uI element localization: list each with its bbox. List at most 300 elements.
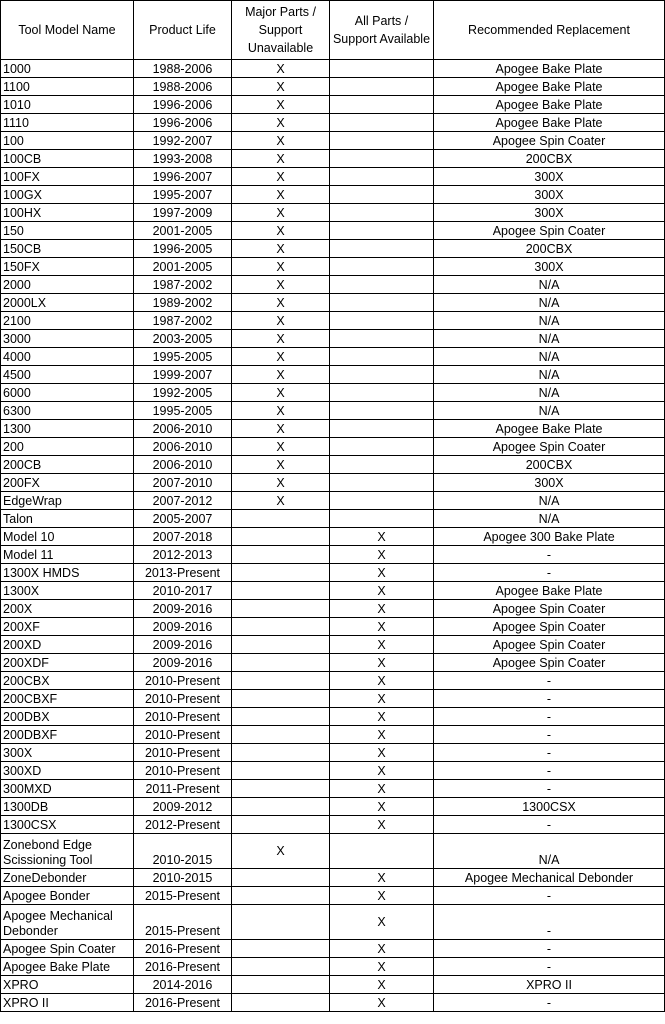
cell-recommended-replacement: N/A [434, 312, 665, 330]
cell-major-parts-unavailable [232, 654, 330, 672]
cell-product-life: 1987-2002 [134, 312, 232, 330]
cell-model-name: Apogee Spin Coater [1, 940, 134, 958]
cell-product-life: 2006-2010 [134, 420, 232, 438]
table-row [1, 994, 665, 1012]
cell-major-parts-unavailable: X [232, 132, 330, 150]
cell-major-parts-unavailable [232, 816, 330, 834]
table-row [1, 510, 665, 528]
cell-product-life: 1988-2006 [134, 78, 232, 96]
cell-all-parts-available [330, 114, 434, 132]
cell-product-life: 1987-2002 [134, 276, 232, 294]
cell-product-life: 1999-2007 [134, 366, 232, 384]
cell-all-parts-available: X [330, 905, 434, 940]
cell-model-name: ZoneDebonder [1, 869, 134, 887]
cell-major-parts-unavailable: X [232, 402, 330, 420]
cell-model-name: 200FX [1, 474, 134, 492]
cell-recommended-replacement: N/A [434, 366, 665, 384]
cell-model-name: 1300X HMDS [1, 564, 134, 582]
cell-model-name: 1300 [1, 420, 134, 438]
cell-all-parts-available: X [330, 994, 434, 1012]
cell-recommended-replacement: - [434, 744, 665, 762]
cell-recommended-replacement: Apogee Bake Plate [434, 420, 665, 438]
table-row [1, 150, 665, 168]
cell-model-name: 200CB [1, 456, 134, 474]
cell-major-parts-unavailable [232, 726, 330, 744]
cell-all-parts-available [330, 96, 434, 114]
table-row [1, 762, 665, 780]
table-row [1, 132, 665, 150]
cell-product-life: 2001-2005 [134, 258, 232, 276]
cell-all-parts-available [330, 402, 434, 420]
header-tool-model-name: Tool Model Name [1, 1, 134, 60]
cell-model-name: 200DBX [1, 708, 134, 726]
cell-recommended-replacement: 300X [434, 186, 665, 204]
table-row [1, 78, 665, 96]
cell-product-life: 2010-Present [134, 690, 232, 708]
cell-model-name: 1300DB [1, 798, 134, 816]
cell-recommended-replacement: N/A [434, 492, 665, 510]
cell-recommended-replacement: - [434, 672, 665, 690]
cell-major-parts-unavailable: X [232, 78, 330, 96]
cell-product-life: 2010-Present [134, 744, 232, 762]
cell-major-parts-unavailable: X [232, 474, 330, 492]
cell-major-parts-unavailable: X [232, 276, 330, 294]
cell-major-parts-unavailable [232, 887, 330, 905]
table-row [1, 186, 665, 204]
cell-all-parts-available: X [330, 600, 434, 618]
cell-product-life: 2001-2005 [134, 222, 232, 240]
cell-model-name: Model 11 [1, 546, 134, 564]
cell-recommended-replacement: Apogee Bake Plate [434, 582, 665, 600]
cell-product-life: 1989-2002 [134, 294, 232, 312]
cell-recommended-replacement: N/A [434, 294, 665, 312]
cell-all-parts-available: X [330, 564, 434, 582]
cell-all-parts-available [330, 150, 434, 168]
cell-model-name: Talon [1, 510, 134, 528]
cell-major-parts-unavailable: X [232, 114, 330, 132]
cell-major-parts-unavailable [232, 636, 330, 654]
table-row [1, 582, 665, 600]
table-row [1, 976, 665, 994]
cell-model-name: 100 [1, 132, 134, 150]
table-row [1, 780, 665, 798]
cell-product-life: 2006-2010 [134, 438, 232, 456]
header-product-life: Product Life [134, 1, 232, 60]
cell-recommended-replacement: - [434, 816, 665, 834]
cell-model-name: Zonebond Edge Scissioning Tool [1, 834, 134, 869]
cell-recommended-replacement: N/A [434, 402, 665, 420]
cell-recommended-replacement: 200CBX [434, 240, 665, 258]
cell-major-parts-unavailable [232, 976, 330, 994]
cell-product-life: 2010-2015 [134, 869, 232, 887]
cell-all-parts-available: X [330, 762, 434, 780]
cell-model-name: 100CB [1, 150, 134, 168]
cell-model-name: Model 10 [1, 528, 134, 546]
cell-product-life: 2016-Present [134, 958, 232, 976]
table-row [1, 222, 665, 240]
table-row [1, 618, 665, 636]
cell-major-parts-unavailable [232, 905, 330, 940]
cell-product-life: 2012-2013 [134, 546, 232, 564]
cell-all-parts-available [330, 438, 434, 456]
table-row [1, 726, 665, 744]
cell-product-life: 2015-Present [134, 905, 232, 940]
table-row [1, 654, 665, 672]
cell-model-name: 1110 [1, 114, 134, 132]
cell-recommended-replacement: Apogee Spin Coater [434, 132, 665, 150]
cell-major-parts-unavailable: X [232, 438, 330, 456]
cell-all-parts-available [330, 294, 434, 312]
cell-all-parts-available: X [330, 798, 434, 816]
cell-model-name: 3000 [1, 330, 134, 348]
cell-model-name: Apogee Mechanical Debonder [1, 905, 134, 940]
cell-model-name: 4500 [1, 366, 134, 384]
table-row [1, 672, 665, 690]
cell-model-name: 4000 [1, 348, 134, 366]
cell-model-name: 1010 [1, 96, 134, 114]
table-row [1, 312, 665, 330]
cell-recommended-replacement: - [434, 726, 665, 744]
cell-model-name: 300MXD [1, 780, 134, 798]
cell-all-parts-available [330, 60, 434, 78]
cell-recommended-replacement: - [434, 905, 665, 940]
cell-all-parts-available: X [330, 708, 434, 726]
table-row [1, 168, 665, 186]
cell-major-parts-unavailable [232, 510, 330, 528]
cell-product-life: 2011-Present [134, 780, 232, 798]
cell-all-parts-available [330, 132, 434, 150]
table-row [1, 744, 665, 762]
cell-recommended-replacement: - [434, 690, 665, 708]
table-row [1, 492, 665, 510]
cell-product-life: 2009-2016 [134, 636, 232, 654]
cell-product-life: 1996-2006 [134, 114, 232, 132]
cell-recommended-replacement: N/A [434, 834, 665, 869]
cell-model-name: 2000 [1, 276, 134, 294]
cell-recommended-replacement: Apogee Mechanical Debonder [434, 869, 665, 887]
cell-major-parts-unavailable: X [232, 96, 330, 114]
cell-all-parts-available [330, 240, 434, 258]
cell-model-name: 200DBXF [1, 726, 134, 744]
cell-all-parts-available: X [330, 940, 434, 958]
cell-model-name: 6000 [1, 384, 134, 402]
cell-recommended-replacement: 300X [434, 474, 665, 492]
cell-product-life: 2009-2012 [134, 798, 232, 816]
cell-model-name: 6300 [1, 402, 134, 420]
cell-all-parts-available: X [330, 887, 434, 905]
cell-major-parts-unavailable [232, 672, 330, 690]
cell-major-parts-unavailable: X [232, 258, 330, 276]
cell-product-life: 1996-2006 [134, 96, 232, 114]
cell-all-parts-available: X [330, 528, 434, 546]
table-row [1, 330, 665, 348]
cell-recommended-replacement: 1300CSX [434, 798, 665, 816]
cell-product-life: 2010-Present [134, 762, 232, 780]
cell-all-parts-available [330, 168, 434, 186]
table-row [1, 438, 665, 456]
cell-all-parts-available [330, 330, 434, 348]
cell-product-life: 1995-2007 [134, 186, 232, 204]
cell-all-parts-available [330, 510, 434, 528]
table-row [1, 204, 665, 222]
cell-model-name: XPRO II [1, 994, 134, 1012]
cell-product-life: 2009-2016 [134, 654, 232, 672]
cell-recommended-replacement: Apogee Spin Coater [434, 618, 665, 636]
cell-model-name: 300X [1, 744, 134, 762]
cell-product-life: 2010-Present [134, 672, 232, 690]
cell-all-parts-available: X [330, 744, 434, 762]
table-row [1, 905, 665, 940]
cell-model-name: 100FX [1, 168, 134, 186]
table-row [1, 834, 665, 869]
cell-all-parts-available: X [330, 690, 434, 708]
cell-product-life: 1996-2007 [134, 168, 232, 186]
cell-major-parts-unavailable: X [232, 240, 330, 258]
cell-product-life: 1995-2005 [134, 348, 232, 366]
cell-all-parts-available [330, 384, 434, 402]
cell-model-name: 200CBXF [1, 690, 134, 708]
cell-model-name: 1300CSX [1, 816, 134, 834]
cell-product-life: 2013-Present [134, 564, 232, 582]
cell-product-life: 2016-Present [134, 940, 232, 958]
cell-major-parts-unavailable: X [232, 834, 330, 869]
cell-all-parts-available [330, 492, 434, 510]
cell-recommended-replacement: 200CBX [434, 150, 665, 168]
cell-all-parts-available: X [330, 816, 434, 834]
cell-all-parts-available: X [330, 618, 434, 636]
cell-all-parts-available: X [330, 726, 434, 744]
cell-model-name: 2100 [1, 312, 134, 330]
table-row [1, 636, 665, 654]
cell-recommended-replacement: Apogee Spin Coater [434, 222, 665, 240]
cell-model-name: Apogee Bonder [1, 887, 134, 905]
cell-product-life: 2012-Present [134, 816, 232, 834]
cell-product-life: 2007-2010 [134, 474, 232, 492]
table-row [1, 96, 665, 114]
cell-major-parts-unavailable [232, 546, 330, 564]
cell-all-parts-available: X [330, 636, 434, 654]
cell-model-name: 100GX [1, 186, 134, 204]
cell-all-parts-available [330, 258, 434, 276]
cell-all-parts-available [330, 348, 434, 366]
cell-major-parts-unavailable: X [232, 312, 330, 330]
cell-model-name: 1100 [1, 78, 134, 96]
cell-major-parts-unavailable [232, 618, 330, 636]
cell-model-name: 200XD [1, 636, 134, 654]
cell-all-parts-available [330, 78, 434, 96]
cell-recommended-replacement: 300X [434, 204, 665, 222]
cell-major-parts-unavailable: X [232, 168, 330, 186]
header-row [1, 1, 665, 60]
cell-major-parts-unavailable: X [232, 330, 330, 348]
cell-recommended-replacement: N/A [434, 510, 665, 528]
cell-model-name: XPRO [1, 976, 134, 994]
cell-product-life: 2006-2010 [134, 456, 232, 474]
cell-major-parts-unavailable [232, 869, 330, 887]
table-row [1, 366, 665, 384]
cell-major-parts-unavailable: X [232, 348, 330, 366]
table-row [1, 384, 665, 402]
cell-major-parts-unavailable [232, 744, 330, 762]
cell-product-life: 2010-2017 [134, 582, 232, 600]
cell-all-parts-available [330, 222, 434, 240]
cell-product-life: 1997-2009 [134, 204, 232, 222]
cell-product-life: 2016-Present [134, 994, 232, 1012]
cell-recommended-replacement: - [434, 546, 665, 564]
cell-model-name: EdgeWrap [1, 492, 134, 510]
cell-recommended-replacement: Apogee Bake Plate [434, 78, 665, 96]
cell-recommended-replacement: - [434, 564, 665, 582]
cell-major-parts-unavailable [232, 564, 330, 582]
cell-product-life: 1993-2008 [134, 150, 232, 168]
cell-recommended-replacement: 200CBX [434, 456, 665, 474]
cell-product-life: 1995-2005 [134, 402, 232, 420]
cell-model-name: 200XDF [1, 654, 134, 672]
cell-model-name: 2000LX [1, 294, 134, 312]
cell-product-life: 2010-Present [134, 708, 232, 726]
table-row [1, 690, 665, 708]
cell-major-parts-unavailable: X [232, 186, 330, 204]
cell-all-parts-available: X [330, 546, 434, 564]
cell-major-parts-unavailable: X [232, 384, 330, 402]
cell-model-name: 100HX [1, 204, 134, 222]
cell-major-parts-unavailable [232, 762, 330, 780]
cell-recommended-replacement: Apogee Spin Coater [434, 636, 665, 654]
cell-recommended-replacement: - [434, 887, 665, 905]
table-row [1, 940, 665, 958]
cell-product-life: 2007-2018 [134, 528, 232, 546]
cell-major-parts-unavailable [232, 994, 330, 1012]
cell-recommended-replacement: Apogee 300 Bake Plate [434, 528, 665, 546]
cell-major-parts-unavailable [232, 940, 330, 958]
cell-all-parts-available [330, 312, 434, 330]
cell-recommended-replacement: - [434, 994, 665, 1012]
cell-product-life: 1992-2005 [134, 384, 232, 402]
cell-product-life: 1996-2005 [134, 240, 232, 258]
table-row [1, 60, 665, 78]
cell-recommended-replacement: N/A [434, 348, 665, 366]
cell-recommended-replacement: N/A [434, 384, 665, 402]
cell-all-parts-available [330, 186, 434, 204]
table-row [1, 600, 665, 618]
cell-all-parts-available: X [330, 672, 434, 690]
cell-major-parts-unavailable [232, 600, 330, 618]
cell-all-parts-available [330, 366, 434, 384]
table-row [1, 258, 665, 276]
cell-model-name: Apogee Bake Plate [1, 958, 134, 976]
cell-all-parts-available [330, 276, 434, 294]
table-row [1, 816, 665, 834]
cell-major-parts-unavailable [232, 780, 330, 798]
table-row [1, 564, 665, 582]
cell-all-parts-available: X [330, 654, 434, 672]
cell-recommended-replacement: Apogee Spin Coater [434, 438, 665, 456]
cell-major-parts-unavailable [232, 528, 330, 546]
cell-major-parts-unavailable: X [232, 420, 330, 438]
cell-model-name: 200X [1, 600, 134, 618]
table-row [1, 887, 665, 905]
cell-recommended-replacement: 300X [434, 258, 665, 276]
cell-product-life: 2015-Present [134, 887, 232, 905]
cell-model-name: 1300X [1, 582, 134, 600]
cell-model-name: 200 [1, 438, 134, 456]
cell-major-parts-unavailable [232, 582, 330, 600]
cell-product-life: 1992-2007 [134, 132, 232, 150]
cell-product-life: 2007-2012 [134, 492, 232, 510]
cell-product-life: 2005-2007 [134, 510, 232, 528]
cell-all-parts-available [330, 456, 434, 474]
cell-all-parts-available: X [330, 582, 434, 600]
table-row [1, 869, 665, 887]
cell-recommended-replacement: Apogee Bake Plate [434, 96, 665, 114]
cell-product-life: 2009-2016 [134, 618, 232, 636]
cell-all-parts-available: X [330, 780, 434, 798]
header-all-parts-available: All Parts / Support Available [330, 1, 434, 60]
cell-major-parts-unavailable [232, 690, 330, 708]
table-row [1, 114, 665, 132]
table-row [1, 708, 665, 726]
cell-recommended-replacement: Apogee Bake Plate [434, 114, 665, 132]
table-row [1, 402, 665, 420]
table-row [1, 528, 665, 546]
cell-all-parts-available: X [330, 958, 434, 976]
cell-product-life: 2010-2015 [134, 834, 232, 869]
cell-major-parts-unavailable: X [232, 150, 330, 168]
cell-major-parts-unavailable [232, 958, 330, 976]
header-major-parts-unavailable: Major Parts / Support Unavailable [232, 1, 330, 60]
cell-recommended-replacement: Apogee Spin Coater [434, 600, 665, 618]
table-row [1, 546, 665, 564]
table-row [1, 240, 665, 258]
cell-product-life: 2010-Present [134, 726, 232, 744]
cell-major-parts-unavailable: X [232, 456, 330, 474]
cell-major-parts-unavailable: X [232, 492, 330, 510]
cell-major-parts-unavailable [232, 708, 330, 726]
table-row [1, 798, 665, 816]
cell-all-parts-available: X [330, 976, 434, 994]
cell-product-life: 2014-2016 [134, 976, 232, 994]
cell-major-parts-unavailable: X [232, 366, 330, 384]
cell-recommended-replacement: - [434, 958, 665, 976]
cell-model-name: 300XD [1, 762, 134, 780]
cell-model-name: 150CB [1, 240, 134, 258]
cell-product-life: 1988-2006 [134, 60, 232, 78]
cell-major-parts-unavailable: X [232, 222, 330, 240]
cell-recommended-replacement: - [434, 762, 665, 780]
cell-major-parts-unavailable: X [232, 204, 330, 222]
cell-all-parts-available [330, 834, 434, 869]
cell-all-parts-available [330, 204, 434, 222]
cell-all-parts-available: X [330, 869, 434, 887]
cell-major-parts-unavailable: X [232, 294, 330, 312]
table-row [1, 474, 665, 492]
table-row [1, 958, 665, 976]
cell-recommended-replacement: - [434, 708, 665, 726]
cell-recommended-replacement: XPRO II [434, 976, 665, 994]
cell-all-parts-available [330, 474, 434, 492]
cell-model-name: 150FX [1, 258, 134, 276]
cell-recommended-replacement: Apogee Bake Plate [434, 60, 665, 78]
table-row [1, 456, 665, 474]
cell-model-name: 200XF [1, 618, 134, 636]
cell-recommended-replacement: - [434, 780, 665, 798]
cell-product-life: 2003-2005 [134, 330, 232, 348]
cell-major-parts-unavailable: X [232, 60, 330, 78]
cell-major-parts-unavailable [232, 798, 330, 816]
cell-model-name: 150 [1, 222, 134, 240]
table-row [1, 294, 665, 312]
table-row [1, 420, 665, 438]
